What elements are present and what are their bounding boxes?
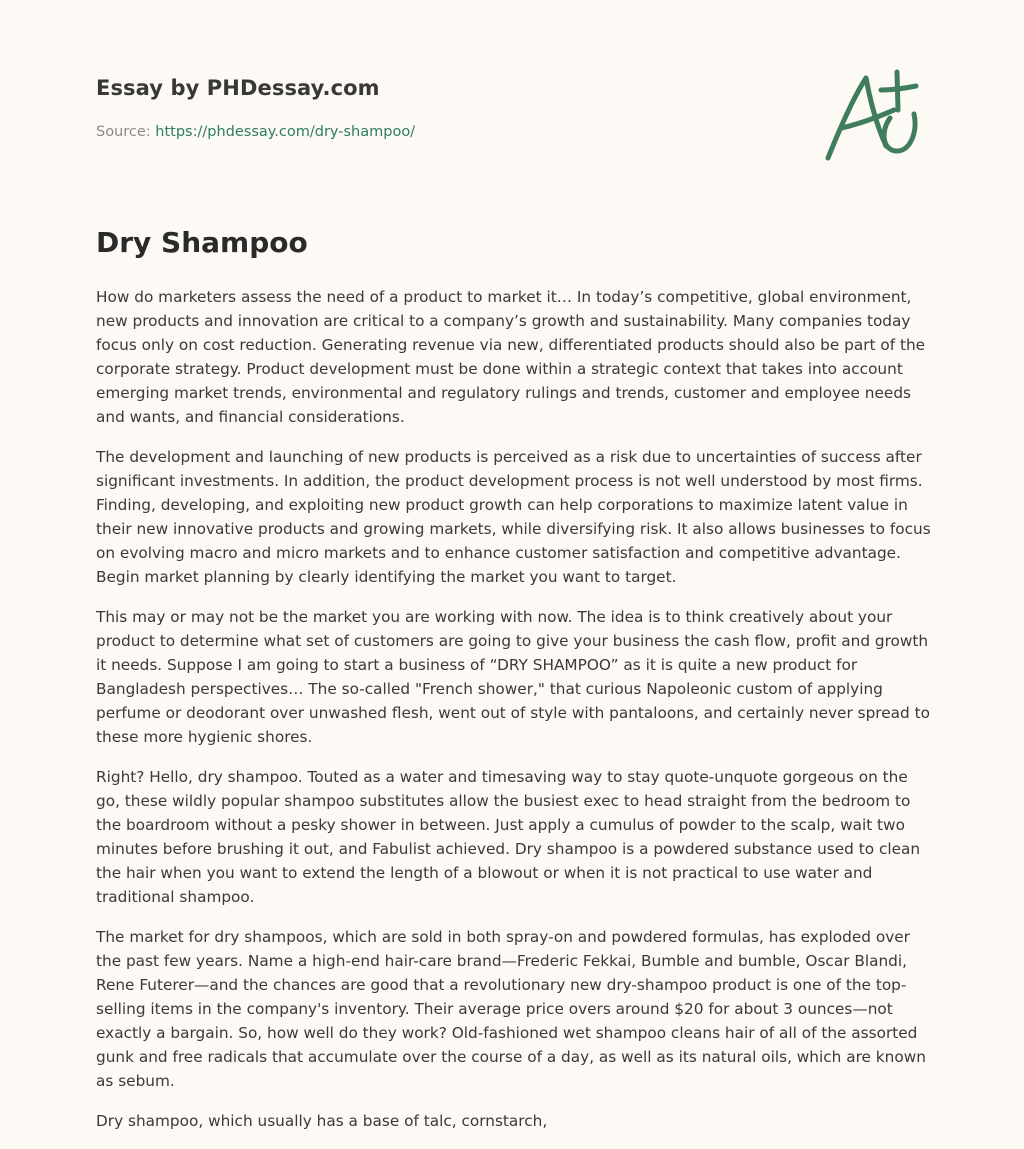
essay-paragraph: The market for dry shampoos, which are sold in both spray-on and powdered formulas, has exploded over the past few years. Name a high-end hair-care brand—Frederic Fekkai, Bumble and bumble, Oscar Blandi, Rene Futerer—and the chances are good that a revolutionary new dry-shampoo product is one of the top-selling items in the company's inventory. Their average price overs around $20 for about 3 ounces—not exactly a bargain. So, how well do they work? Old-fashioned wet shampoo cleans hair of all of the assorted gunk and free radicals that accumulate over the course of a day, as well as its natural oils, which are known as sebum. bbox=[96, 928, 926, 1090]
source-label: Source: bbox=[96, 124, 151, 140]
a-plus-logo-svg bbox=[818, 66, 930, 166]
essay-paragraph: How do marketers assess the need of a product to market it… In today’s competitive, global environment, new products and innovation are critical to a company’s growth and sustainability. Many companies today focus only on cost reduction. Generating revenue via new, differentiated products should also be part of the corporate strategy. Product development must be done within a strategic context that takes into account emerging market trends, environmental and regulatory rulings and trends, customer and employee needs and wants, and financial considerations. bbox=[96, 288, 926, 426]
essay-paragraph: Dry shampoo, which usually has a base of talc, cornstarch, bbox=[96, 1112, 548, 1130]
essay-body bbox=[96, 285, 932, 1149]
source-link[interactable]: https://phdessay.com/dry-shampoo/ bbox=[155, 124, 416, 140]
site-title: Essay by PHDessay.com bbox=[96, 76, 380, 100]
source-line bbox=[96, 124, 415, 140]
essay-title: Dry Shampoo bbox=[96, 226, 308, 259]
a-plus-grade-icon bbox=[818, 66, 930, 166]
essay-paragraph: The development and launching of new products is perceived as a risk due to uncertainties of success after significant investments. In addition, the product development process is not well understood by most firms. Finding, developing, and exploiting new product growth can help corporations to maximize latent value in their new innovative products and growing markets, while diversifying risk. It also allows businesses to focus on evolving macro and micro markets and to enhance customer satisfaction and competitive advantage. Begin market planning by clearly identifying the market you want to target. bbox=[96, 448, 931, 586]
essay-paragraph: This may or may not be the market you are working with now. The idea is to think creatively about your product to determine what set of customers are going to give your business the cash flow, profit and growth it needs. Suppose I am going to start a business of “DRY SHAMPOO” as it is quite a new product for Bangladesh perspectives… The so-called "French shower," that curious Napoleonic custom of applying perfume or deodorant over unwashed flesh, went out of style with pantaloons, and certainly never spread to these more hygienic shores. bbox=[96, 608, 930, 746]
essay-paragraph: Right? Hello, dry shampoo. Touted as a water and timesaving way to stay quote-unquote gorgeous on the go, these wildly popular shampoo substitutes allow the busiest exec to head straight from the bedroom to the boardroom without a pesky shower in between. Just apply a cumulus of powder to the scalp, wait two minutes before brushing it out, and Fabulist achieved. Dry shampoo is a powdered substance used to clean the hair when you want to extend the length of a blowout or when it is not practical to use water and traditional shampoo. bbox=[96, 768, 921, 906]
